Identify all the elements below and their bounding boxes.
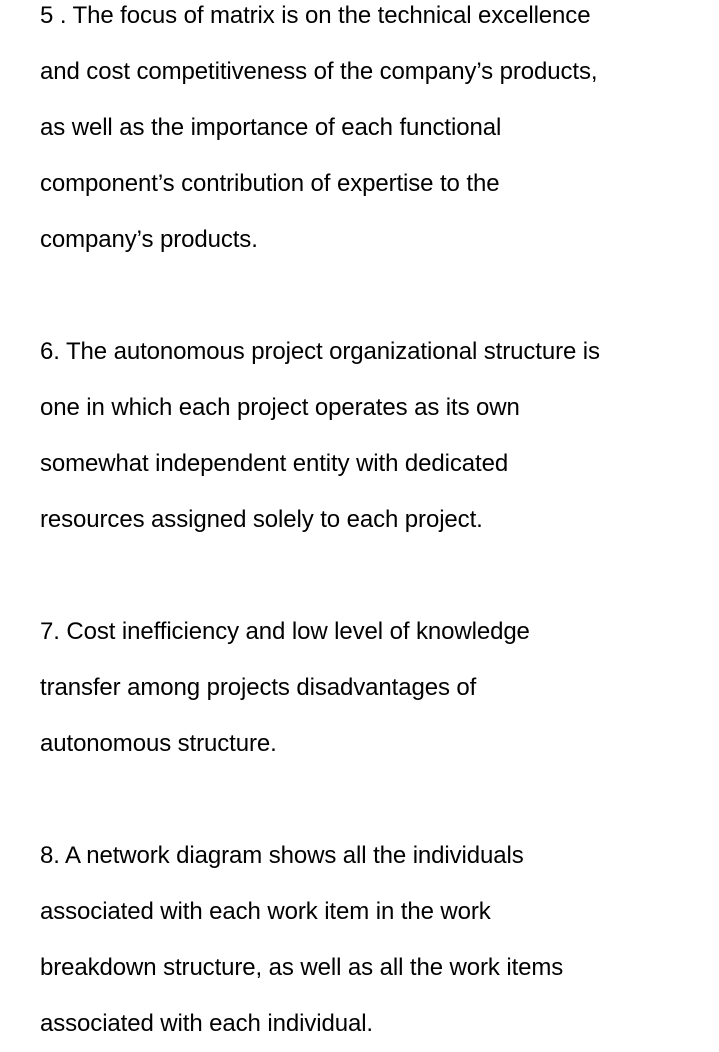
statement-7 xyxy=(40,604,700,772)
statement-line: breakdown structure, as well as all the work items xyxy=(40,954,564,981)
document-body xyxy=(40,0,700,1052)
statement-6 xyxy=(40,324,700,548)
statement-line: transfer among projects disadvantages of xyxy=(40,674,477,701)
statement-line: 8. A network diagram shows all the individuals xyxy=(40,842,524,869)
statement-line: associated with each individual. xyxy=(40,1010,373,1037)
statement-line: 6. The autonomous project organizational structure is xyxy=(40,338,600,365)
statement-line: somewhat independent entity with dedicated xyxy=(40,450,509,477)
statement-line: autonomous structure. xyxy=(40,730,277,757)
statement-line: as well as the importance of each functional xyxy=(40,114,502,141)
statement-line: resources assigned solely to each project. xyxy=(40,506,483,533)
statement-8 xyxy=(40,828,700,1052)
statement-line: component’s contribution of expertise to the xyxy=(40,170,500,197)
statement-line: associated with each work item in the work xyxy=(40,898,491,925)
statement-line: 5 . The focus of matrix is on the technical excellence xyxy=(40,2,591,29)
statement-5 xyxy=(40,0,700,268)
statement-line: one in which each project operates as its own xyxy=(40,394,520,421)
statement-line: 7. Cost inefficiency and low level of knowledge xyxy=(40,618,530,645)
statement-line: and cost competitiveness of the company’s products, xyxy=(40,58,598,85)
statement-line: company’s products. xyxy=(40,226,258,253)
